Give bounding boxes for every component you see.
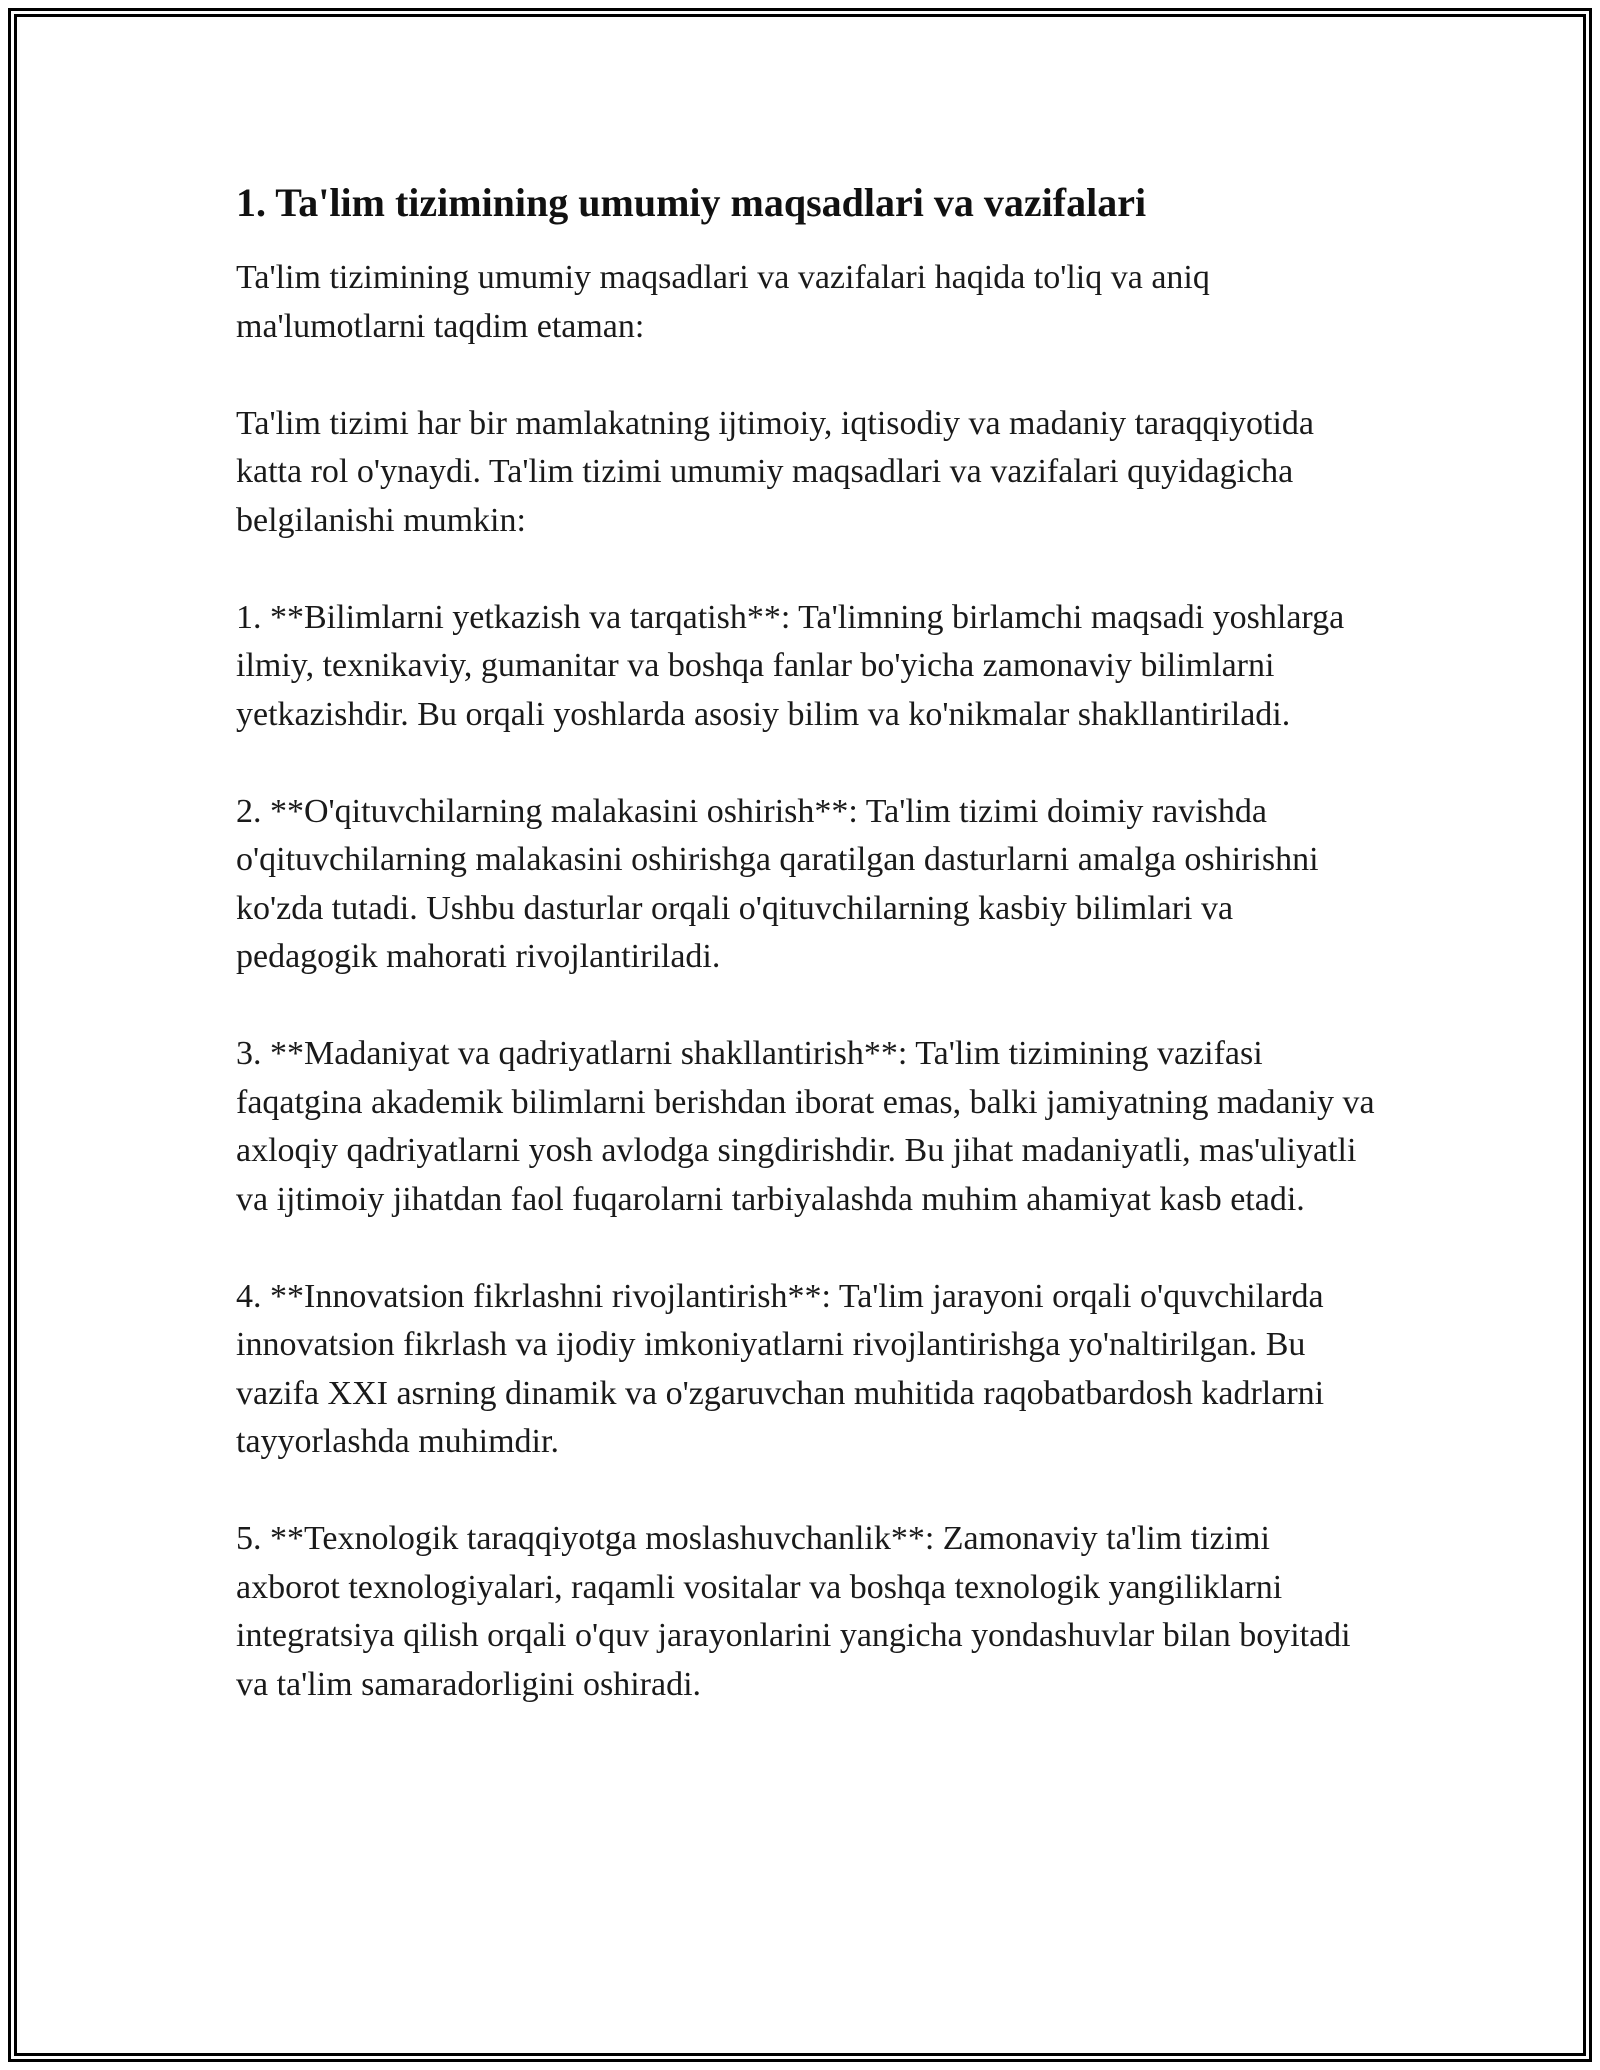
context-paragraph: Ta'lim tizimi har bir mamlakatning ijtimoiy, iqtisodiy va madaniy taraqqiyotida katta rol o'ynaydi. Ta'lim tizimi umumiy maqsadlari va vazifalari quyidagicha belgilanishi mumkin: xyxy=(236,404,1314,539)
document-body xyxy=(236,178,1376,1709)
document-title: 1. Ta'lim tizimining umumiy maqsadlari va vazifalari xyxy=(236,180,1147,225)
list-item-1: 1. **Bilimlarni yetkazish va tarqatish**: Ta'limning birlamchi maqsadi yoshlarga ilmiy, texnikaviy, gumanitar va boshqa fanlar bo'yicha zamonaviy bilimlarni yetkazishdir. Bu orqali yoshlarda asosiy bilim va ko'nikmalar shakllantiriladi. xyxy=(236,598,1345,733)
intro-paragraph: Ta'lim tizimining umumiy maqsadlari va vazifalari haqida to'liq va aniq ma'lumotlarni taqdim etaman: xyxy=(236,259,1210,345)
list-item-2: 2. **O'qituvchilarning malakasini oshirish**: Ta'lim tizimi doimiy ravishda o'qituvchilarning malakasini oshirishga qaratilgan dasturlarni amalga oshirishni ko'zda tutadi. Ushbu dasturlar orqali o'qituvchilarning kasbiy bilimlari va pedagogik mahorati rivojlantiriladi. xyxy=(236,792,1319,975)
list-item-3: 3. **Madaniyat va qadriyatlarni shakllantirish**: Ta'lim tizimining vazifasi faqatgina akademik bilimlarni berishdan iborat emas, balki jamiyatning madaniy va axloqiy qadriyatlarni yosh avlodga singdirishdir. Bu jihat madaniyatli, mas'uliyatli va ijtimoiy jihatdan faol fuqarolarni tarbiyalashda muhim ahamiyat kasb etadi. xyxy=(236,1035,1375,1218)
list-item-4: 4. **Innovatsion fikrlashni rivojlantirish**: Ta'lim jarayoni orqali o'quvchilarda innovatsion fikrlash va ijodiy imkoniyatlarni rivojlantirishga yo'naltirilgan. Bu vazifa XXI asrning dinamik va o'zgaruvchan muhitida raqobatbardosh kadrlarni tayyorlashda muhimdir. xyxy=(236,1277,1325,1460)
list-item-5: 5. **Texnologik taraqqiyotga moslashuvchanlik**: Zamonaviy ta'lim tizimi axborot texnologiyalari, raqamli vositalar va boshqa texnologik yangiliklarni integratsiya qilish orqali o'quv jarayonlarini yangicha yondashuvlar bilan boyitadi va ta'lim samaradorligini oshiradi. xyxy=(236,1520,1351,1703)
